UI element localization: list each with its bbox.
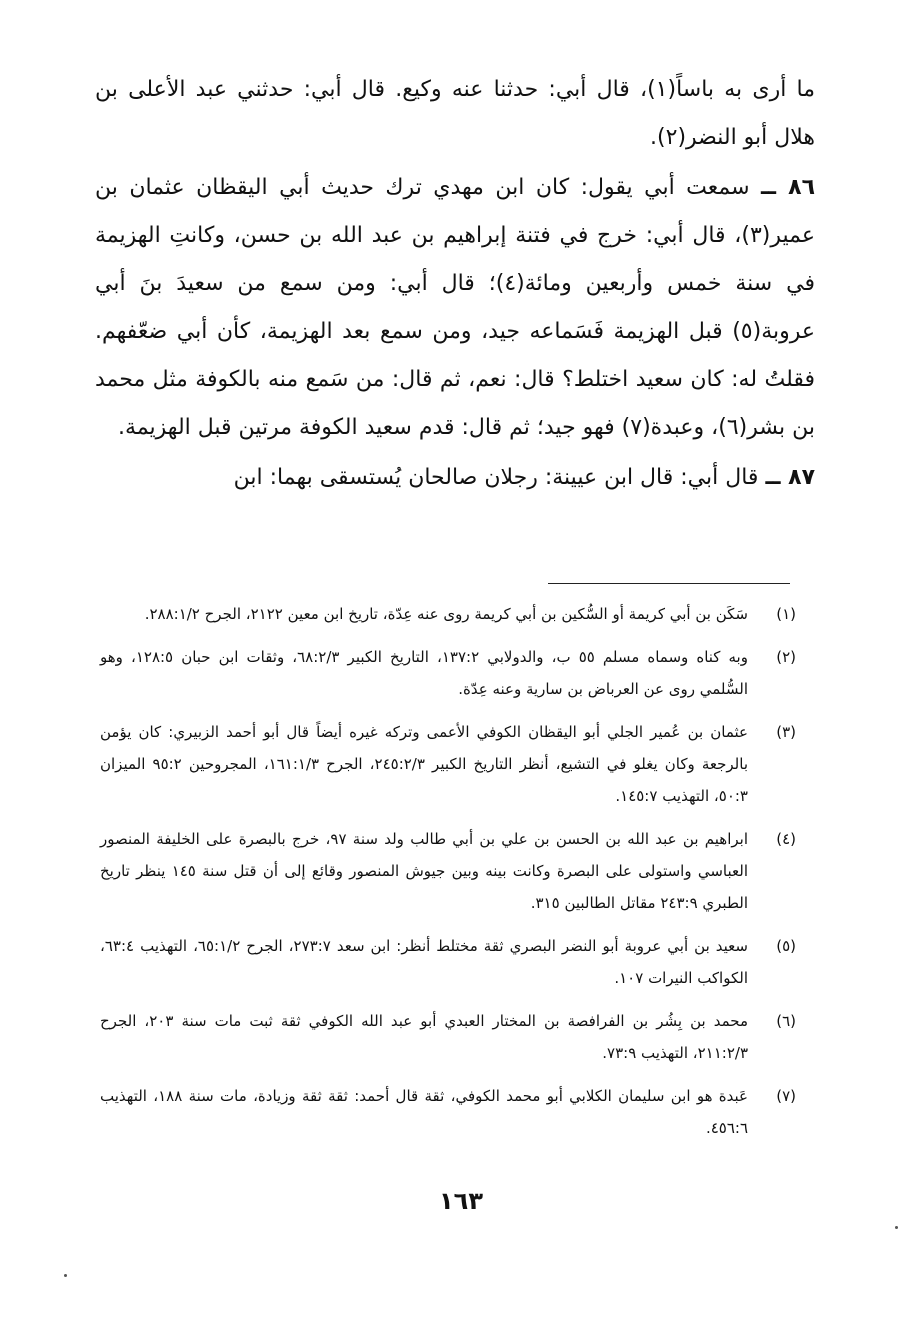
paragraph-text: ما أرى به باساً(١)، قال أبي: حدثنا عنه وكيع. قال أبي: حدثني عبد الأعلى بن هلال أبو النضر(٢). bbox=[95, 77, 815, 150]
page-number: ١٦٣ bbox=[439, 1187, 483, 1215]
footnotes bbox=[100, 598, 800, 1155]
footnote-marker: (١) bbox=[776, 605, 796, 623]
footnote bbox=[100, 641, 800, 705]
footnote-marker: (٤) bbox=[776, 830, 796, 848]
paragraph-87 bbox=[95, 454, 815, 502]
footnote bbox=[100, 823, 800, 919]
paragraph-number: ٨٧ ــ bbox=[765, 465, 815, 490]
scan-speck bbox=[895, 1226, 898, 1229]
footnote bbox=[100, 716, 800, 812]
scan-speck bbox=[64, 1274, 67, 1277]
footnote-marker: (٧) bbox=[776, 1087, 796, 1105]
paragraph-continuation bbox=[95, 66, 815, 162]
footnote-marker: (٥) bbox=[776, 937, 796, 955]
paragraph-text: سمعت أبي يقول: كان ابن مهدي ترك حديث أبي اليقظان عثمان بن عمير(٣)، قال أبي: خرج في فتنة إبراهيم بن عبد الله بن حسن، وكانتِ الهزيمة في سنة خمس وأربعين ومائة(٤)؛ قال أبي: ومن سمع من سعيدَ بنَ أبي عروبة(٥) قبل الهزيمة فَسَماعه جيد، ومن سمع بعد الهزيمة، كأن أبي ضعّفهم. فقلتُ له: كان سعيد اختلط؟ قال: نعم، ثم قال: من سَمع منه بالكوفة مثل محمد بن بشر(٦)، وعبدة(٧) فهو جيد؛ ثم قال: قدم سعيد الكوفة مرتين قبل الهزيمة. bbox=[95, 175, 816, 440]
footnote-text: محمد بن بِشُر بن الفرافصة بن المختار العبدي أبو عبد الله الكوفي ثقة ثبت مات سنة ٢٠٣، الجرح ٢١١:٢/٣، التهذيب ٧٣:٩. bbox=[100, 1012, 748, 1062]
footnote-text: سَكَن بن أبي كريمة أو السُّكين بن أبي كريمة روى عنه عِدّة، تاريخ ابن معين ٢١٢٢، الجرح ٢٨٨:١/٢. bbox=[144, 605, 748, 623]
footnote-text: ابراهيم بن عبد الله بن الحسن بن علي بن أبي طالب ولد سنة ٩٧، خرج بالبصرة على الخليفة المنصور العباسي واستولى على البصرة وكانت بينه وبين جيوش المنصور وقائع إلى أن قتل سنة ١٤٥ ينظر تاريخ الطبري ٢٤٣:٩ مقاتل الطالبين ٣١٥. bbox=[100, 830, 749, 912]
footnote-text: سعيد بن أبي عروبة أبو النضر البصري ثقة مختلط أنظر: ابن سعد ٢٧٣:٧، الجرح ٦٥:١/٢، التهذيب ٦٣:٤، الكواكب النيرات ١٠٧. bbox=[100, 937, 748, 987]
footnote bbox=[100, 598, 800, 630]
footnote bbox=[100, 1080, 800, 1144]
footnote-text: عثمان بن عُمير الجلي أبو اليقظان الكوفي الأعمى وتركه غيره أيضاً قال أبو أحمد الزبيري: كان يؤمن بالرجعة وكان يغلو في التشيع، أنظر التاريخ الكبير ٢٤٥:٢/٣، الجرح ١٦١:١/٣، المجروحين ٩٥:٢ الميزان ٥٠:٣، التهذيب ١٤٥:٧. bbox=[100, 723, 748, 805]
paragraph-86 bbox=[95, 164, 815, 452]
footnote-text: وبه كناه وسماه مسلم ٥٥ ب، والدولابي ١٣٧:٢، التاريخ الكبير ٦٨:٢/٣، وثقات ابن حبان ١٢٨:٥، وهو السُّلمي روى عن العرباض بن سارية وعنه عِدّة. bbox=[100, 648, 748, 698]
footnote bbox=[100, 930, 800, 994]
footnote-marker: (٣) bbox=[776, 723, 796, 741]
paragraph-text: قال أبي: قال ابن عيينة: رجلان صالحان يُستسقى بهما: ابن bbox=[233, 465, 766, 490]
main-text bbox=[95, 66, 815, 502]
footnote bbox=[100, 1005, 800, 1069]
footnote-text: عَبدة هو ابن سليمان الكلابي أبو محمد الكوفي، ثقة قال أحمد: ثقة ثقة وزيادة، مات سنة ١٨٨، التهذيب ٤٥٦:٦. bbox=[100, 1087, 748, 1137]
paragraph-number: ٨٦ ــ bbox=[760, 175, 815, 200]
footnote-marker: (٦) bbox=[776, 1012, 796, 1030]
footnote-marker: (٢) bbox=[776, 648, 796, 666]
footnote-divider bbox=[548, 583, 790, 584]
